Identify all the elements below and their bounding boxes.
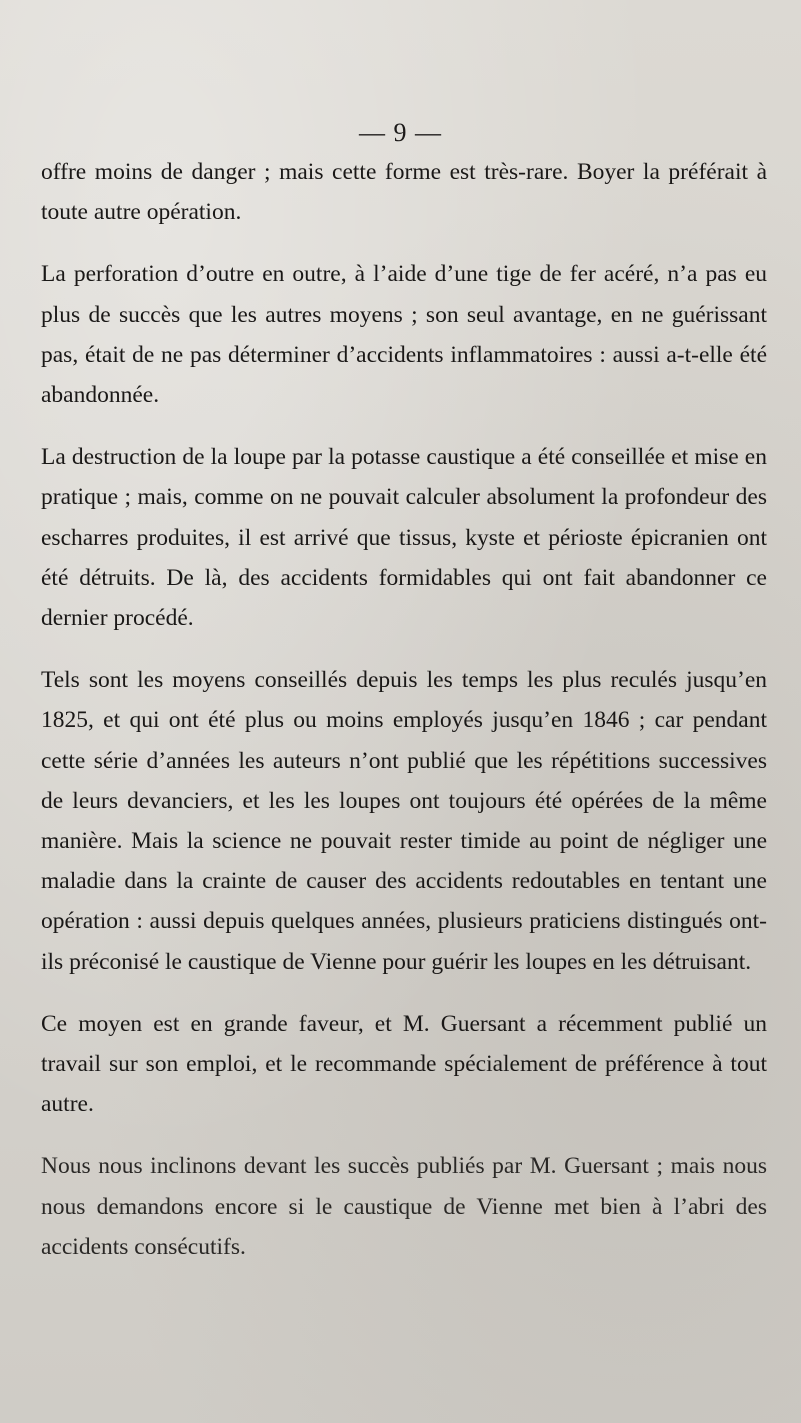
paragraph-4: Tels sont les moyens conseillés depuis les temps les plus reculés jusqu’en 1825, et qui ont été plus ou moins employés jusqu’en 1846 ; car pendant cette série d’années les auteurs n’ont publié que les répétitions successives de leurs devanciers, et les les loupes ont toujours été opérées de la même manière. Mais la science ne pouvait rester timide au point de négliger une maladie dans la crainte de causer des accidents redoutables en tentant une opération : aussi depuis quelques années, plusieurs praticiens distingués ont-ils préconisé le caustique de Vienne pour guérir les loupes en les détruisant. xyxy=(41,667,767,975)
paragraph-6: Nous nous inclinons devant les succès publiés par M. Guersant ; mais nous nous demandons encore si le caustique de Vienne met bien à l’abri des accidents consécutifs. xyxy=(41,1153,767,1260)
paragraph-2: La perforation d’outre en outre, à l’aide d’une tige de fer acéré, n’a pas eu plus de succès que les autres moyens ; son seul avantage, en ne guérissant pas, était de ne pas déterminer d’accidents inflammatoires : aussi a-t-elle été abandonnée. xyxy=(41,261,767,409)
paragraph-3: La destruction de la loupe par la potasse caustique a été conseillée et mise en pratique ; mais, comme on ne pouvait calculer absolument la profondeur des escharres produites, il est arrivé que tissus, kyste et périoste épicranien ont été détruits. De là, des accidents formidables qui ont fait abandonner ce dernier procédé. xyxy=(41,444,767,632)
paragraph-5: Ce moyen est en grande faveur, et M. Guersant a récemment publié un travail sur son emploi, et le recommande spécialement de préférence à tout autre. xyxy=(41,1010,767,1118)
paragraph-1: offre moins de danger ; mais cette forme est très-rare. Boyer la préférait à toute autre opération. xyxy=(41,159,767,226)
page-number: — 9 — xyxy=(359,118,442,147)
body-text xyxy=(41,152,767,1289)
